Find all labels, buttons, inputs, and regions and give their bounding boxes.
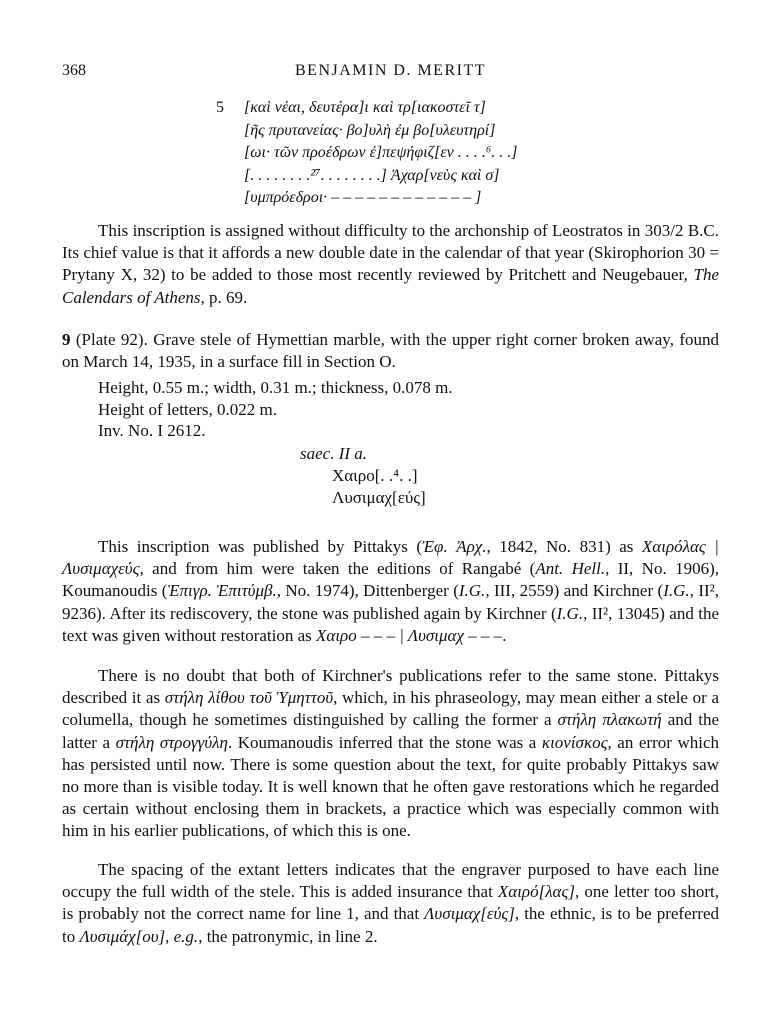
- greek-text: κιονίσκος: [541, 732, 608, 752]
- inscription-line-text: [. . . . . . . .²⁷. . . . . . . .] Ἀχαρ[νεὺς καὶ σ]: [244, 166, 500, 184]
- paragraph-text: This inscription is assigned without difficulty to the archonship of Leostratos in 303/2 B.C. Its chief value is that it affords a new double date in the calendar of that year (Skirophorion 30 = Prytany X, 32) to be added to those most recently reviewed by Pritchett and Neugebauer,: [62, 221, 719, 285]
- citation: Ant. Hell.: [535, 559, 606, 579]
- greek-text: Λυσιμαχ[εύς]: [424, 904, 515, 924]
- paragraph-text: and the latter a: [62, 710, 719, 752]
- paragraph-text: .: [502, 625, 507, 645]
- measurement-line: Height, 0.55 m.; width, 0.31 m.; thickness, 0.078 m.: [98, 378, 453, 397]
- measurements-block: [98, 377, 453, 442]
- citation: Ἐφ. Ἀρχ.: [422, 537, 487, 556]
- entry-number: 9: [62, 330, 71, 349]
- paragraph-text: , and from him were taken the editions of Rangabé (: [139, 559, 536, 579]
- greek-text: Λυσιμάχ[ου]: [79, 926, 166, 946]
- paragraph-text: , which, in his phraseology, may mean either a stele or a columella, though he sometimes distinguished by calling the former a: [62, 688, 720, 730]
- paragraph-text: , II, No. 1906), Koumanoudis (: [62, 559, 719, 601]
- paragraph-text: , III, 2559) and Kirchner (: [485, 581, 664, 601]
- paragraph-text: This inscription was published by Pittakys (: [98, 537, 423, 556]
- citation: I.G.: [663, 581, 690, 601]
- paragraph-commentary-8: [62, 220, 719, 309]
- inscription-9-text: [300, 443, 426, 509]
- paragraph-text: The spacing of the extant letters indicates that the engraver purposed to have each line occupy the full width of the stele. This is added insurance that: [62, 860, 719, 902]
- citation: I.G.: [556, 603, 584, 623]
- citation: I.G.: [458, 581, 486, 601]
- paragraph-text: , II², 9236). After its rediscovery, the stone was published again by Kirchner (: [62, 581, 719, 623]
- paragraph-kirchner-discussion: [62, 665, 719, 843]
- book-title: The Calendars of Athens: [62, 265, 719, 307]
- paragraph-text: , No. 1974), Dittenberger (: [276, 581, 459, 601]
- greek-text: στήλη στρογγύλη: [115, 732, 228, 752]
- line-number: 5: [216, 99, 224, 116]
- paragraph-text: ,: [165, 926, 174, 946]
- paragraph-text: , II², 13045) and the text was given without restoration as: [62, 603, 719, 645]
- measurement-line: Height of letters, 0.022 m.: [98, 399, 277, 419]
- paragraph-text: , p. 69.: [200, 287, 248, 307]
- paragraph-text: , the ethnic, is to be preferred to: [62, 904, 720, 946]
- inscription-line-text: [υμπρόεδροι· – – – – – – – – – – – – ]: [244, 189, 482, 206]
- running-header: [62, 62, 719, 84]
- running-head-author: BENJAMIN D. MERITT: [295, 62, 486, 79]
- measurement-line: Inv. No. I 2612.: [98, 421, 206, 440]
- greek-text: Χαιρόλας | Λυσιμαχεύς: [62, 537, 719, 579]
- entry-9-description: [62, 329, 719, 373]
- paragraph-text: , an error which has persisted until now. There is some question about the text, for quite probably Pittakys saw no more than is visible today. It is well known that he often gave restorations which he regarded as certain without enclosing them in brackets, a practice which was especially common with him in his earlier publications, of which this is one.: [62, 732, 720, 841]
- paragraph-text: , one letter too short, is probably not the correct name for line 1, and that: [62, 882, 719, 924]
- greek-text: Χαιρό[λας]: [497, 882, 575, 902]
- paragraph-publication-history: [62, 536, 719, 647]
- paragraph-text: There is no doubt that both of Kirchner's publications refer to the same stone. Pittakys described it as: [62, 666, 719, 708]
- page-number: 368: [62, 62, 86, 79]
- entry-text: (Plate 92). Grave stele of Hymettian marble, with the upper right corner broken away, found on March 14, 1935, in a surface fill in Section O.: [62, 330, 720, 372]
- paragraph-text: , the patronymic, in line 2.: [198, 926, 378, 946]
- greek-text: Χαιρο – – – | Λυσιμαχ – – –: [316, 625, 503, 645]
- paragraph-letter-spacing: [62, 859, 719, 948]
- inscription-line-text: [ωι· τῶν προέδρων ἐ]πεψήφιζ[εν . . . .⁶. . .]: [244, 144, 518, 161]
- inscription-date: saec. II a.: [300, 444, 368, 463]
- greek-text: στήλη λίθου τοῦ Ὑμηττοῦ: [164, 688, 334, 708]
- paragraph-text: , 1842, No. 831) as: [486, 537, 642, 556]
- paragraph-commentary-8-fulltext: [0, 0, 1, 1]
- citation: Ἐπιγρ. Ἐπιτύμβ.: [167, 581, 277, 601]
- paragraph-text: . Koumanoudis inferred that the stone was a: [227, 732, 542, 752]
- inscription-line-text: [καὶ νέαι, δευτέρα]ι καὶ τρ[ιακοστεῖ τ]: [244, 99, 486, 116]
- inscription-line-text: [ῆς πρυτανείας· βο]υλὴ ἐμ βο[υλευτηρί]: [244, 121, 496, 139]
- greek-text: στήλη πλακωτή: [557, 710, 662, 730]
- inscription-line-text: Χαιρο[. .⁴. .]: [332, 466, 418, 485]
- inscription-line-text: Λυσιμαχ[εύς]: [332, 488, 426, 507]
- abbreviation: e.g.: [173, 926, 199, 946]
